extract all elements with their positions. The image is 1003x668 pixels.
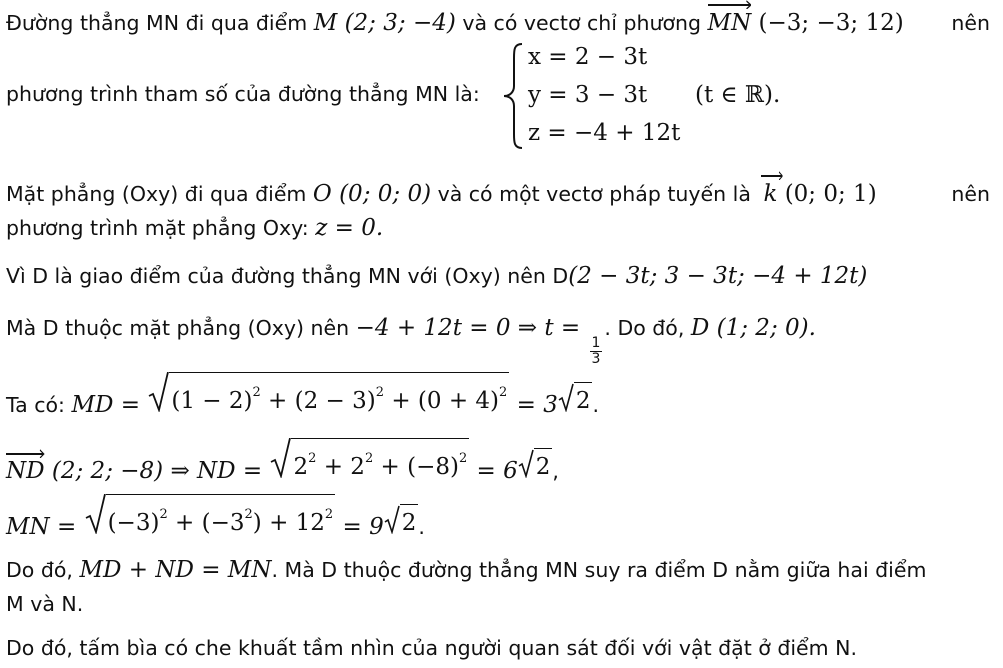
math-result: = 9 bbox=[335, 514, 384, 540]
radicand: (1 − 2) bbox=[171, 388, 253, 414]
vector-arrow-icon bbox=[761, 171, 783, 180]
line-2 bbox=[6, 80, 480, 108]
line-8 bbox=[6, 438, 559, 489]
math-nd-label: (2; 2; −8) ⇒ ND = bbox=[44, 458, 270, 484]
radicand: 2 bbox=[574, 382, 593, 423]
text: phương trình mặt phẳng Oxy: bbox=[6, 216, 316, 240]
radicand: + (0 + 4) bbox=[384, 388, 500, 414]
math-result: = 6 bbox=[469, 458, 518, 484]
radical-icon bbox=[384, 504, 400, 545]
radicand: + (2 − 3) bbox=[260, 388, 376, 414]
exponent: 2 bbox=[308, 451, 317, 466]
math-plane-eq: z = 0. bbox=[315, 215, 384, 241]
exponent: 2 bbox=[364, 451, 374, 466]
text: . bbox=[418, 515, 425, 539]
radical-icon bbox=[84, 494, 106, 545]
text: Mà D thuộc mặt phẳng (Oxy) nên bbox=[6, 316, 356, 340]
exponent: 2 bbox=[244, 507, 253, 522]
vector-k bbox=[763, 180, 777, 208]
exponent: 2 bbox=[252, 385, 261, 400]
radical-icon bbox=[558, 382, 574, 423]
equation-y: y = 3 − 3t bbox=[528, 82, 648, 108]
radicand: (−3) bbox=[107, 510, 160, 536]
line-1 bbox=[6, 9, 996, 37]
square-root bbox=[558, 382, 593, 423]
radicand: + 2 bbox=[316, 454, 365, 480]
line-10 bbox=[6, 556, 926, 584]
vector-arrow-icon bbox=[6, 449, 45, 458]
vector-mn bbox=[708, 9, 752, 37]
math-vector-coords: (0; 0; 1) bbox=[777, 181, 877, 207]
math-sum-equation: MD + ND = MN bbox=[79, 557, 272, 583]
square-root bbox=[384, 504, 419, 545]
equation-z: z = −4 + 12t bbox=[528, 120, 681, 146]
vector-label: k bbox=[763, 181, 778, 207]
text: nên bbox=[951, 182, 990, 206]
vector-label: MN bbox=[707, 10, 752, 36]
vector-arrow-icon bbox=[708, 0, 752, 9]
text: phương trình tham số của đường thẳng MN là: bbox=[6, 82, 480, 106]
text: Ta có: bbox=[6, 393, 72, 417]
text: nên bbox=[951, 11, 990, 35]
radical-icon bbox=[269, 438, 291, 489]
radicand: 2 bbox=[400, 504, 419, 545]
text: Đường thẳng MN đi qua điểm bbox=[6, 11, 314, 35]
text: Do đó, tấm bìa có che khuất tầm nhìn của người quan sát đối với vật đặt ở điểm N. bbox=[6, 636, 857, 660]
text: Mặt phẳng (Oxy) đi qua điểm bbox=[6, 182, 313, 206]
line-5 bbox=[6, 262, 867, 290]
text: . Do đó, bbox=[604, 316, 691, 340]
square-root bbox=[518, 448, 553, 489]
square-root bbox=[147, 372, 509, 423]
math-md-label: MD = bbox=[71, 392, 148, 418]
radicand: ) + 12 bbox=[252, 510, 325, 536]
text: , bbox=[552, 459, 559, 483]
text: Do đó, bbox=[6, 558, 80, 582]
vector-nd bbox=[6, 453, 45, 489]
text: . bbox=[592, 393, 599, 417]
square-root bbox=[84, 494, 336, 545]
radicand: + (−8) bbox=[373, 454, 459, 480]
text: M và N. bbox=[6, 592, 84, 616]
exponent: 2 bbox=[324, 507, 334, 522]
radicand: 2 bbox=[293, 454, 309, 480]
radical-icon bbox=[518, 448, 534, 489]
radicand: 2 bbox=[534, 448, 553, 489]
math-mn-label: MN = bbox=[6, 514, 84, 540]
radical-icon bbox=[147, 372, 169, 423]
fraction bbox=[590, 336, 603, 367]
math-point-d: D (1; 2; 0). bbox=[690, 315, 816, 341]
math-point-o: O (0; 0; 0) bbox=[312, 181, 432, 207]
fraction-numerator: 1 bbox=[591, 335, 601, 351]
square-root bbox=[269, 438, 469, 489]
text: và có một vectơ pháp tuyến là bbox=[431, 182, 758, 206]
exponent: 2 bbox=[499, 385, 508, 400]
line-7 bbox=[6, 372, 599, 423]
text: và có vectơ chỉ phương bbox=[455, 11, 708, 35]
math-point-d-param: (2 − 3t; 3 − 3t; −4 + 12t) bbox=[568, 263, 868, 289]
math-vector-coords: (−3; −3; 12) bbox=[751, 10, 904, 36]
line-11 bbox=[6, 590, 83, 618]
math-solve-t: −4 + 12t = 0 ⇒ t = bbox=[355, 315, 588, 341]
line-4 bbox=[6, 214, 383, 242]
line-3 bbox=[6, 180, 996, 208]
line-9 bbox=[6, 494, 425, 545]
math-point-m: M (2; 3; −4) bbox=[313, 10, 456, 36]
exponent: 2 bbox=[458, 451, 468, 466]
text: Vì D là giao điểm của đường thẳng MN với (Oxy) nên D bbox=[6, 264, 569, 288]
text: . Mà D thuộc đường thẳng MN suy ra điểm D nằm giữa hai điểm bbox=[271, 558, 927, 582]
vector-label: ND bbox=[6, 458, 45, 484]
line-6 bbox=[6, 314, 816, 367]
parameter-condition: (t ∈ ℝ). bbox=[695, 82, 781, 108]
exponent: 2 bbox=[159, 507, 168, 522]
exponent: 2 bbox=[375, 385, 385, 400]
fraction-denominator: 3 bbox=[591, 351, 601, 367]
line-12 bbox=[6, 634, 857, 662]
radicand: + (−3 bbox=[167, 510, 245, 536]
math-result: = 3 bbox=[509, 392, 558, 418]
equation-x: x = 2 − 3t bbox=[528, 44, 648, 70]
